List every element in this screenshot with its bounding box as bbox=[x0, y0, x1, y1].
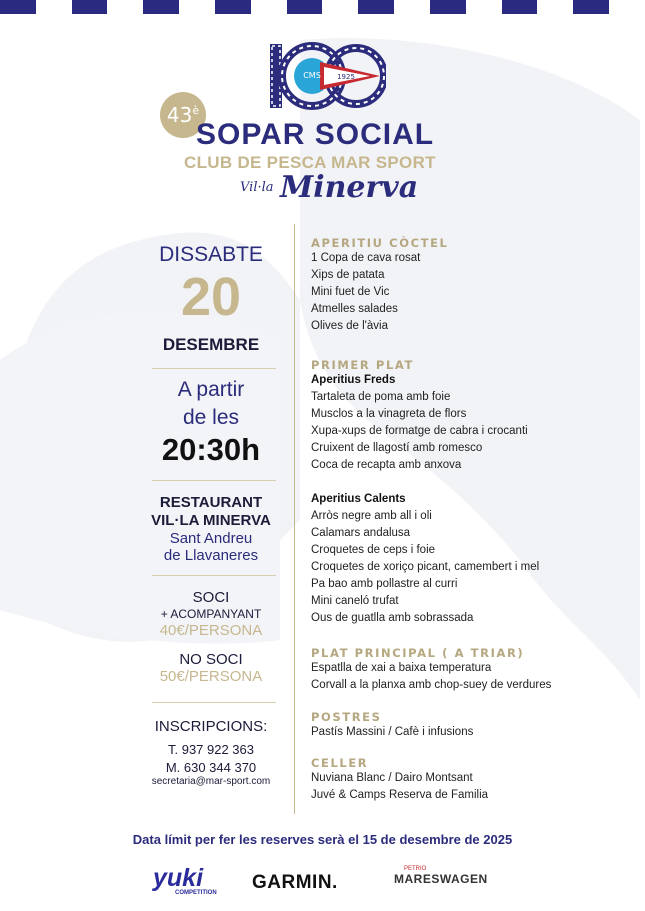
mareswagen-text: MARESWAGEN bbox=[394, 872, 488, 886]
menu-item: Tartaleta de poma amb foie bbox=[311, 391, 451, 403]
time-intro-1: A partir bbox=[177, 378, 245, 401]
menu-item: Musclos a la vinagreta de flors bbox=[311, 408, 467, 420]
menu-item: Cruixent de llagostí amb romesco bbox=[311, 442, 483, 454]
section-heading: PLAT PRINCIPAL ( A TRIAR) bbox=[311, 646, 525, 660]
menu-primer-plat bbox=[311, 358, 528, 474]
location-1: Sant Andreu bbox=[169, 530, 253, 547]
divider bbox=[152, 575, 276, 576]
subheading-calents: Aperitius Calents bbox=[311, 493, 406, 505]
restaurant-name: VIL·LA MINERVA bbox=[151, 512, 271, 529]
menu-item: Ous de guatlla amb sobrassada bbox=[311, 612, 474, 624]
section-heading: CELLER bbox=[311, 756, 369, 770]
event-title: SOPAR SOCIAL bbox=[196, 118, 435, 151]
menu-postres bbox=[311, 710, 473, 741]
reservation-deadline: Data límit per fer les reserves serà el 15 de desembre de 2025 bbox=[132, 832, 513, 847]
menu-item: Pastís Massini / Cafè i infusions bbox=[311, 726, 474, 738]
sponsor-yuki-logo bbox=[153, 866, 217, 896]
menu-aperitiu bbox=[311, 236, 448, 335]
sponsor-garmin-logo: GARMIN. bbox=[252, 872, 338, 893]
divider bbox=[152, 368, 276, 369]
price-nosoci-value: 50€/PERSONA bbox=[159, 668, 263, 685]
section-heading: PRIMER PLAT bbox=[311, 358, 414, 372]
divider bbox=[152, 480, 276, 481]
menu-item: Corvall a la planxa amb chop-suey de verdures bbox=[311, 679, 552, 691]
centenary-logo bbox=[268, 40, 386, 112]
weekday: DISSABTE bbox=[159, 243, 263, 266]
menu-item: Mini caneló trufat bbox=[311, 595, 399, 607]
time-intro-2: de les bbox=[182, 406, 240, 429]
menu-celler bbox=[311, 756, 488, 804]
yuki-wordmark: yuki bbox=[153, 864, 204, 892]
phone: T. 937 922 363 bbox=[167, 742, 255, 757]
column-divider bbox=[294, 224, 295, 814]
menu-calents bbox=[311, 491, 539, 627]
menu-item: Atmelles salades bbox=[311, 303, 398, 315]
section-heading: APERITIU CÒCTEL bbox=[311, 236, 449, 250]
price-soci-value: 40€/PERSONA bbox=[159, 622, 263, 639]
menu-item: Croquetes de ceps i foie bbox=[311, 544, 436, 556]
venue-logo-big: Minerva bbox=[280, 170, 419, 205]
month: DESEMBRE bbox=[162, 335, 260, 354]
petrio-text: PETRIO bbox=[404, 866, 427, 872]
edition-suffix: è bbox=[192, 103, 200, 117]
menu-item: Xips de patata bbox=[311, 269, 385, 281]
logo-year: 1925 bbox=[337, 73, 355, 81]
location-2: de Llavaneres bbox=[163, 547, 259, 564]
event-time: 20:30h bbox=[161, 432, 261, 467]
menu-item: Xupa-xups de formatge de cabra i crocanti bbox=[311, 425, 528, 437]
menu-item: Croquetes de xoriço picant, camembert i mel bbox=[311, 561, 540, 573]
logo-letters: CMS bbox=[303, 71, 321, 80]
menu-item: Olives de l'àvia bbox=[311, 320, 388, 332]
menu-item: Arròs negre amb all i oli bbox=[311, 510, 432, 522]
price-soci-sub: + ACOMPANYANT bbox=[160, 607, 262, 621]
yuki-sub: COMPETITION bbox=[175, 890, 217, 896]
menu-item: Coca de recapta amb anxova bbox=[311, 459, 462, 471]
registration-heading: INSCRIPCIONS: bbox=[154, 718, 268, 735]
section-heading: POSTRES bbox=[311, 710, 382, 724]
divider bbox=[152, 702, 276, 703]
email: secretaria@mar-sport.com bbox=[151, 776, 271, 787]
day-number: 20 bbox=[180, 267, 242, 327]
menu-item: Pa bao amb pollastre al curri bbox=[311, 578, 458, 590]
mobile: M. 630 344 370 bbox=[165, 760, 257, 775]
subheading-freds: Aperitius Freds bbox=[311, 374, 396, 386]
price-nosoci-label: NO SOCI bbox=[179, 651, 243, 668]
venue-script-logo bbox=[230, 172, 430, 220]
menu-item: Calamars andalusa bbox=[311, 527, 411, 539]
menu-item: Espatlla de xai a baixa temperatura bbox=[311, 662, 492, 674]
edition-number: 43 bbox=[166, 103, 193, 127]
price-soci-label: SOCI bbox=[192, 589, 230, 606]
venue-logo-small: Vil·la bbox=[240, 180, 274, 195]
menu-item: 1 Copa de cava rosat bbox=[311, 252, 421, 264]
menu-item: Mini fuet de Vic bbox=[311, 286, 390, 298]
restaurant-label: RESTAURANT bbox=[159, 494, 263, 511]
menu-item: Juvé & Camps Reserva de Familia bbox=[311, 789, 489, 801]
menu-item: Nuviana Blanc / Dairo Montsant bbox=[311, 772, 473, 784]
sponsor-mareswagen-logo bbox=[394, 866, 488, 886]
club-name: CLUB DE PESCA MAR SPORT bbox=[184, 153, 436, 172]
menu-principal bbox=[311, 646, 551, 694]
